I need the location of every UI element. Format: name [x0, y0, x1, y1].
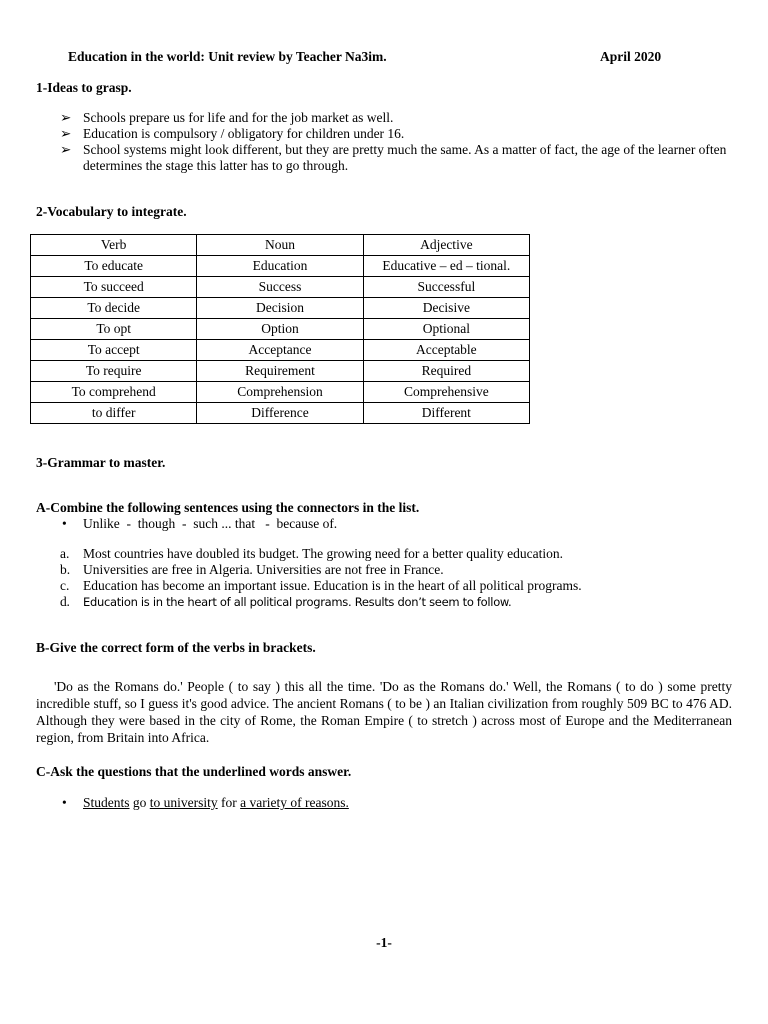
question-sentence — [83, 795, 349, 810]
noun-cell: Education — [197, 256, 363, 277]
connectors-list — [62, 516, 337, 532]
verb-cell: To decide — [31, 298, 197, 319]
adjective-cell: Acceptable — [363, 340, 529, 361]
part-a-heading: A-Combine the following sentences using the connectors in the list. — [36, 500, 420, 515]
sentence-verb: go — [129, 795, 150, 810]
exercise-sentence: Education is in the heart of all political programs. Results don’t seem to follow. — [83, 595, 512, 609]
adjective-cell: Optional — [363, 319, 529, 340]
page-number: -1- — [376, 935, 392, 950]
section1-heading: 1-Ideas to grasp. — [36, 80, 132, 95]
sentence-preposition: for — [217, 795, 241, 810]
section2-heading: 2-Vocabulary to integrate. — [36, 204, 187, 219]
questions-list — [62, 795, 349, 811]
connectors-text: Unlike - though - such ... that - because of. — [83, 516, 338, 531]
bullet-dot-icon: • — [62, 516, 67, 531]
table-row — [31, 403, 530, 424]
adjective-cell: Educative – ed – tional. — [363, 256, 529, 277]
table-row — [31, 319, 530, 340]
document-date: April 2020 — [600, 49, 662, 64]
underlined-place: to university — [149, 795, 218, 810]
idea-text: Schools prepare us for life and for the job market as well. — [83, 110, 394, 125]
arrow-bullet-icon: ➢ — [60, 110, 72, 125]
table-row — [31, 340, 530, 361]
adjective-cell: Comprehensive — [363, 382, 529, 403]
arrow-bullet-icon: ➢ — [60, 142, 72, 157]
noun-cell: Success — [197, 277, 363, 298]
exercise-sentence: Education has become an important issue. Education is in the heart of all political programs. — [83, 578, 582, 593]
idea-text: Education is compulsory / obligatory for children under 16. — [83, 126, 405, 141]
noun-cell: Decision — [197, 298, 363, 319]
document-title: Education in the world: Unit review by Teacher Na3im. — [68, 49, 387, 64]
list-item — [62, 795, 349, 811]
bullet-dot-icon: • — [62, 795, 67, 810]
idea-text: School systems might look different, but they are pretty much the same. As a matter of fact, the age of the learner often determines the stage this latter has to go through. — [83, 142, 727, 173]
table-row — [31, 298, 530, 319]
verbs-paragraph: 'Do as the Romans do.' People ( to say ) this all the time. 'Do as the Romans do.' Well, the Romans ( to do ) some pretty incredible stuff, so I guess it's good advice. The ancient Romans ( to be ) an Italian civilization from roughly 509 BC to 476 AD. Although they were based in the city of Rome, the Roman Empire ( to stretch ) across most of Europe and the Mediterranean region, from Britain into Africa. — [36, 679, 732, 745]
vocabulary-table — [30, 234, 530, 424]
column-header-adjective: Adjective — [363, 235, 529, 256]
list-item — [60, 578, 740, 594]
part-b-heading: B-Give the correct form of the verbs in brackets. — [36, 640, 316, 655]
verb-cell: To require — [31, 361, 197, 382]
exercise-sentence: Most countries have doubled its budget. The growing need for a better quality education. — [83, 546, 564, 561]
table-row — [31, 256, 530, 277]
table-header-row — [31, 235, 530, 256]
item-marker: c. — [60, 578, 70, 593]
noun-cell: Option — [197, 319, 363, 340]
table-row — [31, 361, 530, 382]
list-item — [60, 594, 740, 610]
table-row — [31, 277, 530, 298]
combine-exercise-list — [60, 546, 740, 610]
list-item — [60, 562, 740, 578]
underlined-reason: a variety of reasons. — [240, 795, 349, 810]
column-header-noun: Noun — [197, 235, 363, 256]
list-item — [60, 142, 740, 174]
verb-cell: To opt — [31, 319, 197, 340]
verb-cell: To succeed — [31, 277, 197, 298]
ideas-list — [60, 110, 740, 174]
table-row — [31, 382, 530, 403]
underlined-subject: Students — [83, 795, 130, 810]
list-item — [60, 126, 740, 142]
list-item — [60, 110, 740, 126]
verb-cell: To accept — [31, 340, 197, 361]
noun-cell: Acceptance — [197, 340, 363, 361]
item-marker: d. — [60, 594, 70, 609]
list-item — [60, 546, 740, 562]
adjective-cell: Required — [363, 361, 529, 382]
column-header-verb: Verb — [31, 235, 197, 256]
noun-cell: Comprehension — [197, 382, 363, 403]
verb-cell: To comprehend — [31, 382, 197, 403]
adjective-cell: Different — [363, 403, 529, 424]
noun-cell: Requirement — [197, 361, 363, 382]
arrow-bullet-icon: ➢ — [60, 126, 72, 141]
list-item — [62, 516, 337, 532]
item-marker: b. — [60, 562, 71, 577]
part-c-heading: C-Ask the questions that the underlined words answer. — [36, 764, 352, 779]
adjective-cell: Decisive — [363, 298, 529, 319]
section3-heading: 3-Grammar to master. — [36, 455, 166, 470]
item-marker: a. — [60, 546, 70, 561]
exercise-sentence: Universities are free in Algeria. Universities are not free in France. — [83, 562, 444, 577]
verb-cell: To educate — [31, 256, 197, 277]
noun-cell: Difference — [197, 403, 363, 424]
adjective-cell: Successful — [363, 277, 529, 298]
verb-cell: to differ — [31, 403, 197, 424]
